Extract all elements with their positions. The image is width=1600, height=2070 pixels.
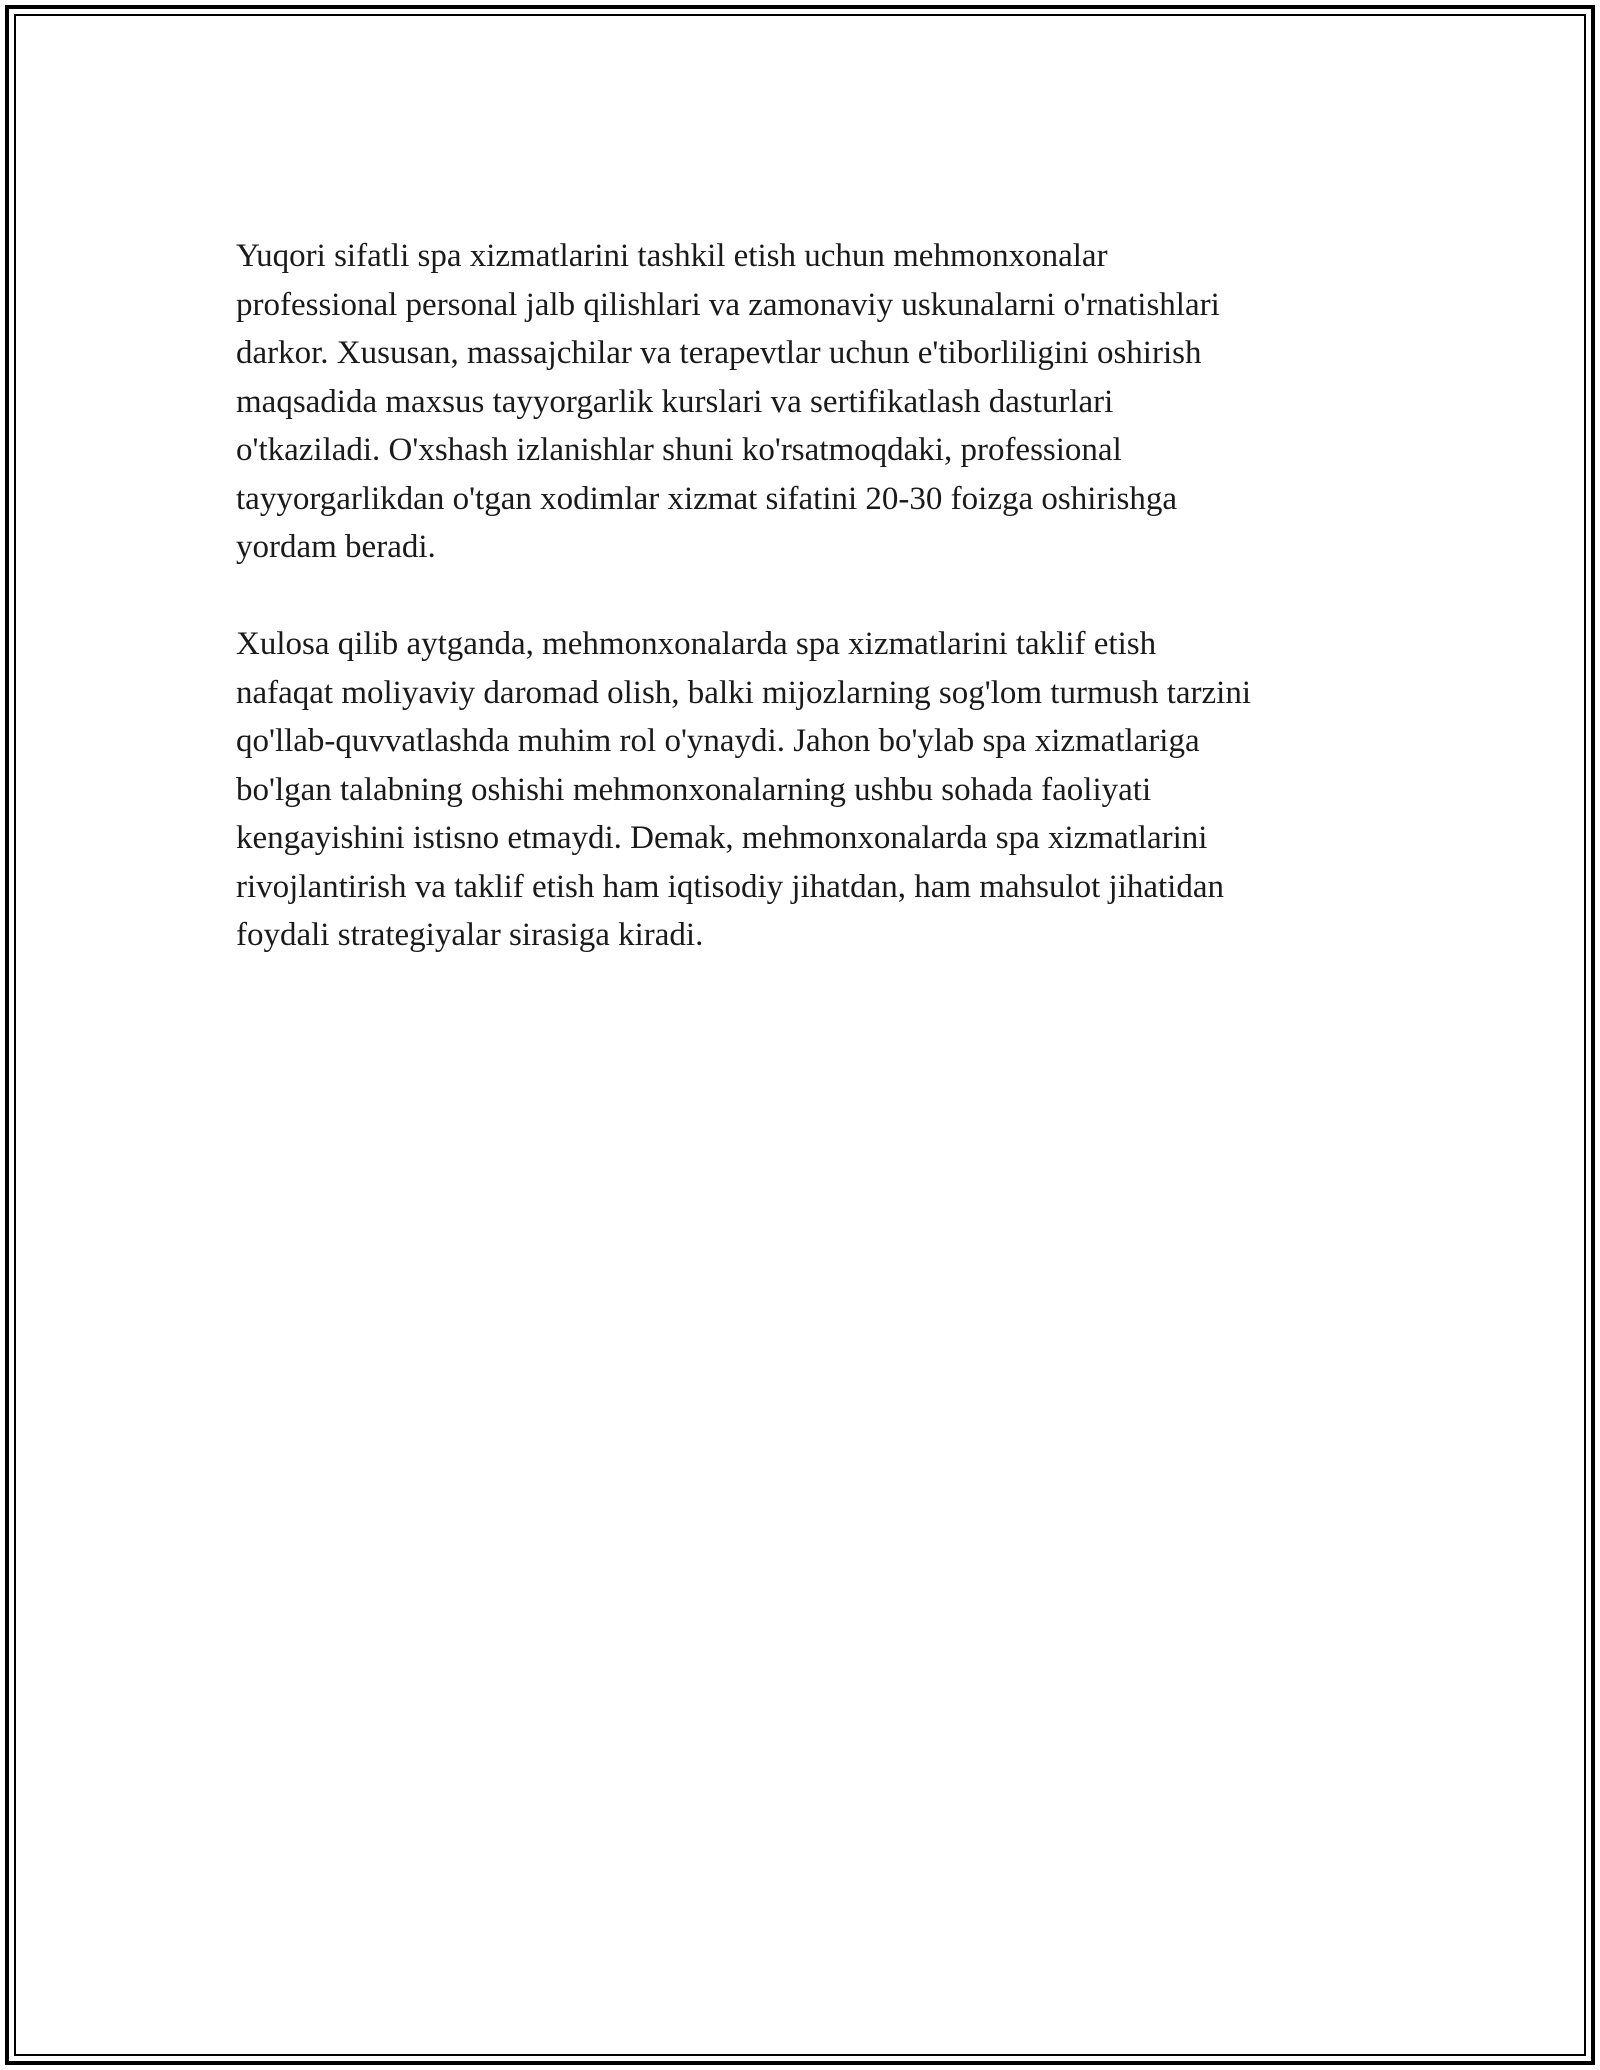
- paragraph-staff-training: Yuqori sifatli spa xizmatlarini tashkil etish uchun mehmonxonalar professional personal jalb qilishlari va zamonaviy uskunalarni o'rnatishlari darkor. Xususan, massajchilar va terapevtlar uchun e'tiborliligini oshirish maqsadida maxsus tayyorgarlik kurslari va sertifikatlash dasturlari o'tkaziladi. O'xshash izlanishlar shuni ko'rsatmoqdaki, professional tayyorgarlikdan o'tgan xodimlar xizmat sifatini 20-30 foizga oshirishga yordam beradi.: [236, 238, 1220, 565]
- paragraph-conclusion: Xulosa qilib aytganda, mehmonxonalarda spa xizmatlarini taklif etish nafaqat moliyaviy daromad olish, balki mijozlarning sog'lom turmush tarzini qo'llab-quvvatlashda muhim rol o'ynaydi. Jahon bo'ylab spa xizmatlariga bo'lgan talabning oshishi mehmonxonalarning ushbu sohada faoliyati kengayishini istisno etmaydi. Demak, mehmonxonalarda spa xizmatlarini rivojlantirish va taklif etish ham iqtisodiy jihatdan, ham mahsulot jihatidan foydali strategiyalar sirasiga kiradi.: [236, 626, 1251, 953]
- document-body: [236, 232, 1376, 960]
